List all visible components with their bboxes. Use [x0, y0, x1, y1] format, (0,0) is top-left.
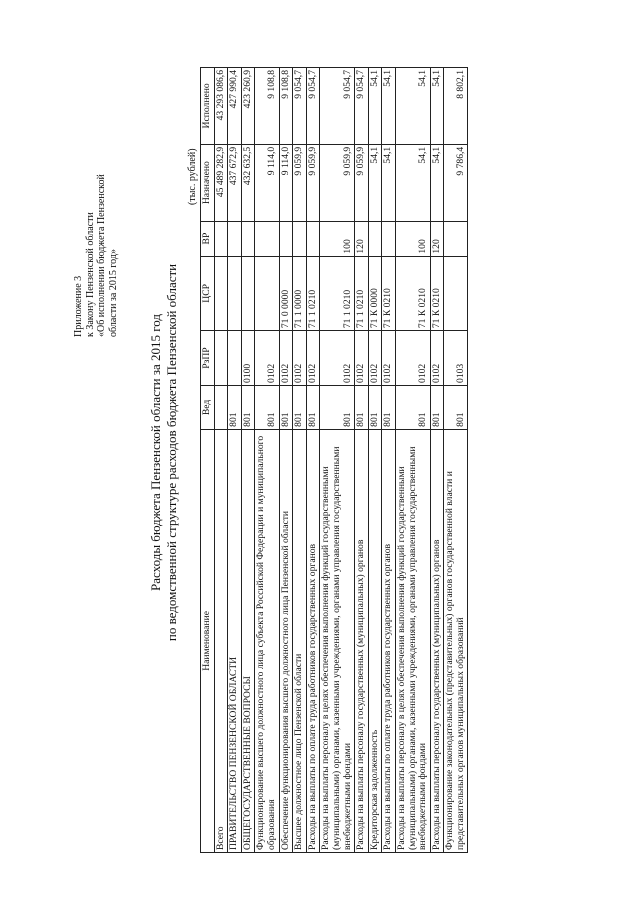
cell-csr: 71 1 0210	[355, 256, 369, 331]
cell-csr	[241, 256, 255, 331]
cell-rzpr: 0102	[382, 331, 396, 386]
cell-name: ПРАВИТЕЛЬСТВО ПЕНЗЕНСКОЙ ОБЛАСТИ	[228, 429, 242, 852]
cell-vr	[214, 221, 228, 256]
table-row	[241, 68, 255, 853]
cell-rzpr: 0102	[368, 331, 382, 386]
table-row	[293, 68, 307, 853]
header-name: Наименование	[201, 429, 215, 852]
cell-ved: 801	[368, 385, 382, 429]
cell-executed: 54,1	[382, 68, 396, 145]
cell-executed: 9 054,7	[355, 68, 369, 145]
cell-name: Расходы на выплаты персоналу государственных (муниципальных) органов	[430, 429, 444, 852]
expenditure-table	[200, 67, 468, 853]
cell-rzpr: 0102	[320, 331, 355, 386]
cell-name: ОБЩЕГОСУДАРСТВЕННЫЕ ВОПРОСЫ	[241, 429, 255, 852]
appendix-line: Приложение 3	[73, 275, 84, 337]
cell-vr	[255, 221, 279, 256]
document-title	[148, 0, 180, 905]
cell-ved: 801	[293, 385, 307, 429]
cell-planned: 9 059,9	[320, 144, 355, 221]
cell-ved: 801	[395, 385, 430, 429]
table-row	[382, 68, 396, 853]
table-row	[395, 68, 430, 853]
cell-name: Кредиторская задолженность	[368, 429, 382, 852]
cell-ved: 801	[355, 385, 369, 429]
cell-executed: 9 108,8	[279, 68, 293, 145]
cell-ved: 801	[320, 385, 355, 429]
appendix-line: к Закону Пензенской области	[84, 212, 96, 337]
table-row	[306, 68, 320, 853]
units-label: (тыс. рублей)	[187, 148, 198, 205]
cell-csr: 71 К 0210	[430, 256, 444, 331]
header-planned: Назначено	[201, 144, 215, 221]
header-csr: ЦСР	[201, 256, 215, 331]
cell-vr	[241, 221, 255, 256]
cell-planned: 432 632,5	[241, 144, 255, 221]
cell-csr	[255, 256, 279, 331]
cell-executed: 9 054,7	[320, 68, 355, 145]
cell-csr: 71 К 0000	[368, 256, 382, 331]
cell-planned: 9 786,4	[444, 144, 468, 221]
cell-ved	[214, 385, 228, 429]
cell-ved: 801	[255, 385, 279, 429]
cell-vr	[293, 221, 307, 256]
cell-executed: 8 802,1	[444, 68, 468, 145]
cell-vr: 100	[320, 221, 355, 256]
cell-name: Обеспечение функционирования высшего должностного лица Пензенской области	[279, 429, 293, 852]
cell-vr	[306, 221, 320, 256]
cell-name: Расходы на выплаты по оплате труда работников государственных органов	[382, 429, 396, 852]
table-row	[320, 68, 355, 853]
title-line-1: Расходы бюджета Пензенской области за 2015 год	[148, 313, 163, 592]
cell-executed: 9 054,7	[306, 68, 320, 145]
cell-csr: 71 0 0000	[279, 256, 293, 331]
header-rzpr: РзПР	[201, 331, 215, 386]
cell-planned: 54,1	[368, 144, 382, 221]
cell-vr: 100	[395, 221, 430, 256]
cell-rzpr: 0102	[430, 331, 444, 386]
cell-vr	[368, 221, 382, 256]
cell-ved: 801	[444, 385, 468, 429]
table-header-row	[201, 68, 215, 853]
cell-csr	[214, 256, 228, 331]
cell-name: Всего	[214, 429, 228, 852]
cell-name: Расходы на выплаты по оплате труда работников государственных органов	[306, 429, 320, 852]
cell-vr	[444, 221, 468, 256]
cell-ved: 801	[228, 385, 242, 429]
cell-planned: 54,1	[430, 144, 444, 221]
cell-name: Функционирование высшего должностного лица субъекта Российской Федерации и муниципального образования	[255, 429, 279, 852]
cell-executed: 54,1	[430, 68, 444, 145]
cell-rzpr: 0102	[355, 331, 369, 386]
cell-rzpr: 0100	[241, 331, 255, 386]
cell-name: Высшее должностное лицо Пензенской области	[293, 429, 307, 852]
table-row	[355, 68, 369, 853]
cell-executed: 9 108,8	[255, 68, 279, 145]
cell-ved: 801	[430, 385, 444, 429]
appendix-note	[73, 174, 119, 337]
cell-executed: 54,1	[395, 68, 430, 145]
cell-csr: 71 1 0210	[320, 256, 355, 331]
cell-planned: 437 672,9	[228, 144, 242, 221]
cell-planned: 9 059,9	[293, 144, 307, 221]
cell-ved: 801	[279, 385, 293, 429]
cell-name: Функционирование законодательных (представительных) органов государственной власти и представительных органов муниципальных образований	[444, 429, 468, 852]
cell-planned: 9 114,0	[279, 144, 293, 221]
header-ved: Вед	[201, 385, 215, 429]
cell-csr	[228, 256, 242, 331]
cell-csr	[444, 256, 468, 331]
table-row	[368, 68, 382, 853]
cell-rzpr: 0102	[293, 331, 307, 386]
table-row	[228, 68, 242, 853]
cell-name: Расходы на выплаты персоналу в целях обеспечения выполнения функций государственными (муниципальными) органами, казенными учреждениями, органами управления государственными внебюджетными фондами	[395, 429, 430, 852]
appendix-line: области за 2015 год»	[107, 249, 119, 337]
table-body	[214, 68, 468, 853]
cell-csr: 71 К 0210	[382, 256, 396, 331]
cell-rzpr: 0102	[306, 331, 320, 386]
cell-vr	[279, 221, 293, 256]
cell-vr: 120	[430, 221, 444, 256]
cell-executed: 427 990,4	[228, 68, 242, 145]
cell-planned: 9 059,9	[355, 144, 369, 221]
cell-executed: 43 293 086,6	[214, 68, 228, 145]
cell-planned: 45 489 282,9	[214, 144, 228, 221]
cell-rzpr: 0102	[279, 331, 293, 386]
cell-csr: 71 1 0000	[293, 256, 307, 331]
cell-vr: 120	[355, 221, 369, 256]
cell-csr: 71 1 0210	[306, 256, 320, 331]
appendix-line: «Об исполнении бюджета Пензенской	[96, 174, 107, 337]
cell-vr	[382, 221, 396, 256]
table-row	[444, 68, 468, 853]
cell-executed: 9 054,7	[293, 68, 307, 145]
header-executed: Исполнено	[201, 68, 215, 145]
cell-name: Расходы на выплаты персоналу государственных (муниципальных) органов	[355, 429, 369, 852]
table-row	[279, 68, 293, 853]
cell-csr: 71 К 0210	[395, 256, 430, 331]
cell-rzpr: 0102	[395, 331, 430, 386]
cell-planned: 54,1	[382, 144, 396, 221]
cell-executed: 423 260,9	[241, 68, 255, 145]
cell-executed: 54,1	[368, 68, 382, 145]
cell-planned: 9 059,9	[306, 144, 320, 221]
cell-rzpr	[214, 331, 228, 386]
cell-planned: 9 114,0	[255, 144, 279, 221]
cell-planned: 54,1	[395, 144, 430, 221]
table-row	[214, 68, 228, 853]
cell-ved: 801	[382, 385, 396, 429]
cell-rzpr: 0103	[444, 331, 468, 386]
cell-ved: 801	[241, 385, 255, 429]
title-line-2: по ведомственной структуре расходов бюджета Пензенской области	[164, 263, 179, 642]
cell-name: Расходы на выплаты персоналу в целях обеспечения выполнения функций государственными (муниципальными) органами, казенными учреждениями, органами управления государственными внебюджетными фондами	[320, 429, 355, 852]
header-vr: ВР	[201, 221, 215, 256]
cell-ved: 801	[306, 385, 320, 429]
cell-rzpr	[228, 331, 242, 386]
cell-rzpr: 0102	[255, 331, 279, 386]
cell-vr	[228, 221, 242, 256]
table-row	[255, 68, 279, 853]
table-row	[430, 68, 444, 853]
